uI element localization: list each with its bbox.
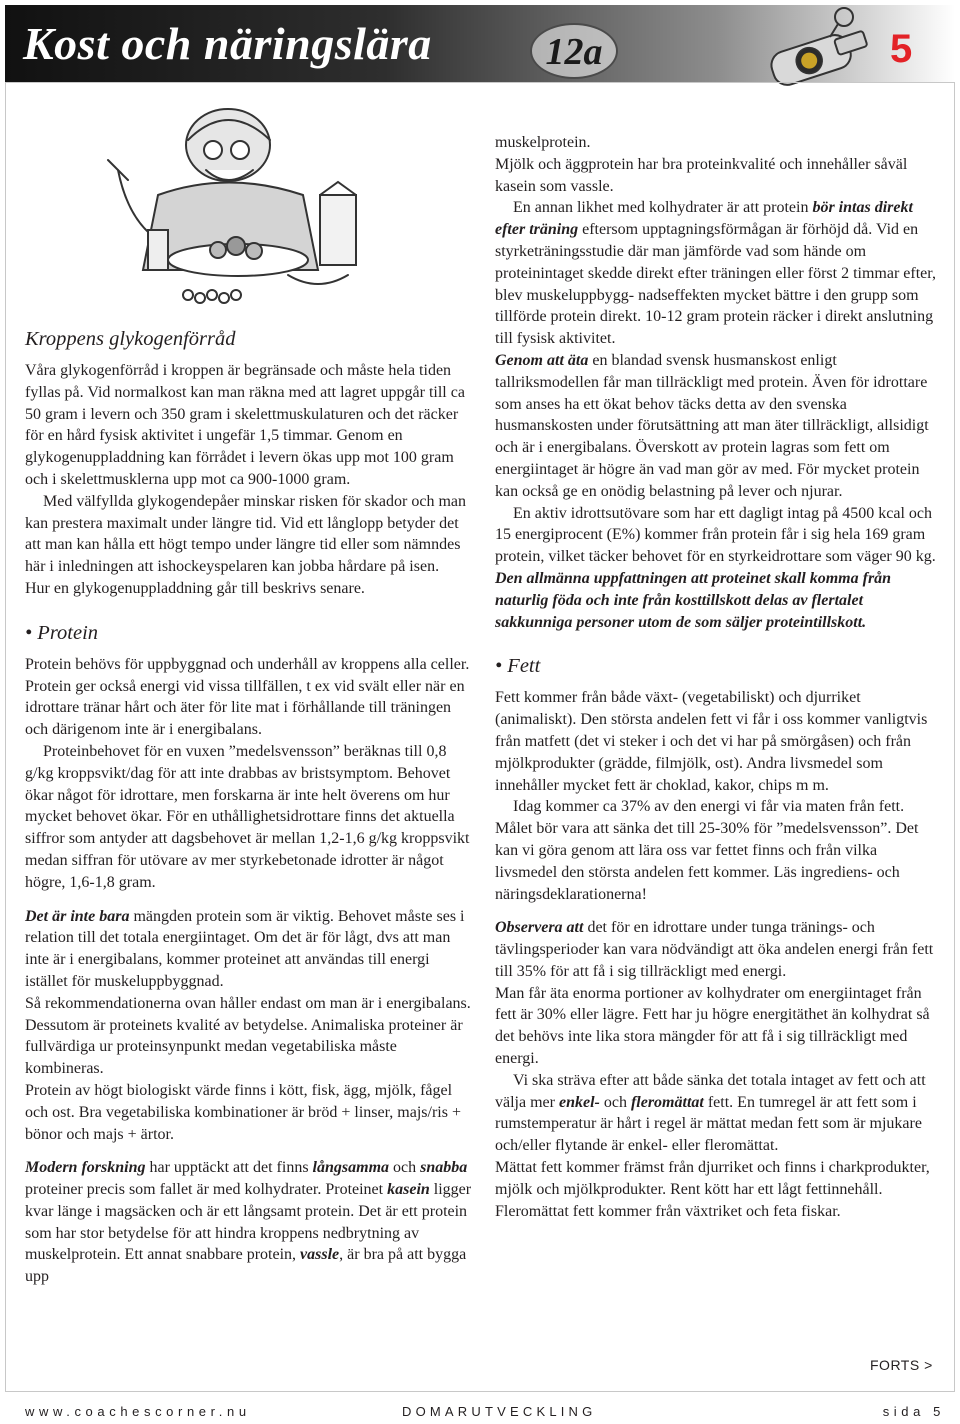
emphasis: Observera att — [495, 919, 584, 937]
paragraph-text: En annan likhet med kolhydrater är att protein — [513, 199, 813, 217]
emphasis: kasein — [387, 1181, 430, 1199]
paragraph — [25, 906, 475, 993]
left-column — [25, 326, 475, 1288]
page-header — [5, 5, 955, 83]
paragraph-text: eftersom upptagningsförmågan är förhöjd då. Vid en styrketräningsstudie där man jämförde vad som hände om proteinintaget skedde direkt efter träningen eller först 2 timmar efter, blev muskeluppbygg- nadseffekten mycket bättre i den grupp som tillförde protein direkt. 10-12 gram protein räcker i direkt anslutning till fysisk aktivitet. — [495, 221, 936, 348]
paragraph: Man får äta enorma portioner av kolhydrater om energiintaget från fett är 30% eller lägre. Fett har ju högre energitäthet än kolhydrat så det behövs inte lika stora mängder för att få i sig tillräckligt med energi. — [495, 984, 930, 1068]
page-number: 5 — [890, 27, 913, 71]
paragraph: Med välfyllda glykogendepåer minskar risken för skador och man kan prestera maximalt under längre tid. Vid ett långlopp betyder det att man kan hålla ett högt tempo under längre tid eller som nämndes här i inledningen att ishockeyspelaren kan jobba hårdare på isen. — [25, 492, 466, 576]
paragraph: Idag kommer ca 37% av den energi vi får via maten från fett. Målet bör vara att sänka det till 25-30% för ”medelsvensson”. Det kan vi göra genom att lära oss var fettet finns och från vilka livsmedel den största andelen fett kommer. Läs ingrediens- och näringsdeklarationerna! — [495, 798, 919, 903]
right-column — [495, 132, 940, 1222]
paragraph: muskelprotein. — [495, 134, 591, 151]
heading-fett: • Fett — [495, 655, 541, 678]
footer-page-label: sida 5 — [882, 1404, 945, 1419]
paragraph-text: mängden protein som är viktig. Behovet måste ses i relation till det totala energiintaget. Om det är för lågt, dvs att man inte är i energibalans, kommer proteinet att användas till energi istället för muskeluppbyggnad. — [25, 907, 465, 990]
paragraph: En aktiv idrottsutövare som har ett dagligt intag på 4500 kcal och 15 energiprocent (E%) kommer från protein får i sig hela 169 gram protein, vilket täcker behovet för en styrkeidrottare som väger 90 kg. — [495, 504, 936, 566]
paragraph-text: fett. En tumregel är att fett som i rumstemperatur är hårt i regel är mättat medan fett som är mjukare och/eller flytande är enkel- eller fleromättat. — [495, 1093, 922, 1155]
paragraph: Våra glykogenförråd i kroppen är begränsade och måste hela tiden fyllas på. Vid normalkost kan man räkna med att lagret uppgår till ca 50 gram i levern och 350 gram i skelettmuskulaturen och det räcker för en hård fysisk aktivitet i ungefär 1,5 timmar. Genom en glykogenuppladdning kan förrådet i levern ökas upp mot 100 gram och i skelettmusklerna upp mot ca 900-1000 gram. — [25, 362, 465, 488]
emphasis: enkel- — [558, 1093, 600, 1111]
paragraph-text: och — [389, 1159, 421, 1177]
paragraph: Mättat fett kommer främst från djurriket och finns i charkprodukter, mjölk och mjölkprodukter. Rent kött har ett lågt fettinnehåll. Fleromättat fett kommer från växtriket och feta fiskar. — [495, 1159, 930, 1220]
paragraph: Hur en glykogenuppladdning går till beskrivs senare. — [25, 579, 365, 597]
paragraph: Fett kommer från både växt- (vegetabiliskt) och djurriket (animaliskt). Den största andelen fett vi får i oss kommer vanligtvis från matfett (det vi steker i och det vi har på smörgåsen) och från mjölkprodukter (grädde, filmjölk, ost). Andra livsmedel som innehåller mycket fett är choklad, kakor, chips m m. — [495, 689, 928, 794]
paragraph — [495, 1070, 940, 1157]
paragraph-text: , är bra på att bygga upp — [25, 1246, 467, 1286]
paragraph-text: och — [599, 1093, 631, 1111]
heading-glycogen: Kroppens glykogenförråd — [25, 328, 236, 350]
paragraph-text: proteiner precis som fallet är med kolhydrater. Proteinet — [25, 1181, 388, 1199]
emphasis: Modern forskning — [25, 1159, 146, 1177]
emphasis: bör intas direkt efter träning — [495, 199, 913, 239]
page-footer — [25, 1404, 945, 1424]
paragraph-text: en blandad svensk husmanskost enligt tallriksmodellen får man tillräckligt med protein. Även för idrottare som anses ha ett ökat behov täcks detta av den svenska husmanskosten under förutsättning att man äter tillräckligt, allsidigt och är i energibalans. Överskott av protein lagras som fett om energiintaget är högre än vad man gör av med. För mycket protein kan också ge en onödig belastning på lever och njurar. — [495, 351, 929, 500]
paragraph: Protein av högt biologiskt värde finns i kött, fisk, ägg, mjölk, fågel och ost. Bra vegetabiliska kombinationer är bröd + linser, majs/ris + bönor och majs + ärtor. — [25, 1081, 461, 1143]
paragraph: Så rekommendationerna ovan håller endast om man är i energibalans. Dessutom är proteinets kvalité av betydelse. Animaliska proteiner är fullvärdiga ur proteinsynpunkt medan vegetabiliska måste kombineras. — [25, 994, 471, 1078]
chapter-badge: 12a — [530, 23, 618, 79]
paragraph — [495, 917, 940, 982]
paragraph — [495, 197, 940, 350]
paragraph — [25, 1157, 475, 1288]
emphasis: Det är inte bara — [25, 907, 130, 925]
paragraph-text: har upptäckt att det finns — [145, 1159, 313, 1177]
footer-section: DOMARUTVECKLING — [402, 1404, 597, 1419]
chapter-title: Kost och näringslära — [23, 18, 432, 69]
hockey-player-eating-illustration — [88, 100, 380, 315]
continue-link[interactable]: FORTS > — [870, 1357, 933, 1373]
paragraph-text: det för en idrottare under tunga tränings- och tävlingsperioder kan vara nödvändigt att öka andelen energi från fett till 35% för att få i sig tillräckligt med energi. — [495, 919, 934, 980]
footer-website-link[interactable]: www.coachescorner.nu — [25, 1404, 251, 1419]
emphasis: fleromättat — [630, 1093, 704, 1111]
paragraph: Mjölk och äggprotein har bra proteinkvalité och innehåller såväl kasein som vassle. — [495, 155, 908, 195]
emphasis: långsamma — [312, 1159, 390, 1177]
emphasis: Genom att äta — [495, 351, 589, 369]
paragraph-text: ligger kvar länge i magsäcken och är ett långsamt protein. Det är ett protein som har stor betydelse för att hindra kroppens nedbrytning av muskelprotein. Ett annat snabbare protein, — [25, 1181, 472, 1264]
paragraph-text: Vi ska sträva efter att både sänka det totala intaget av fett och att välja mer — [495, 1071, 926, 1111]
paragraph: Protein behövs för uppbyggnad och underhåll av kroppens alla celler. Protein ger också energi vid vissa tillfällen, t ex vid svält eller när en idrottare tränar hårt och äter för lite mat i förhållande till träningen och därigenom inte är i energibalans. — [25, 655, 470, 739]
heading-protein: • Protein — [25, 621, 99, 644]
paragraph-emphasis: Den allmänna uppfattningen att proteinet skall komma från naturlig föda och inte från kosttillskott delas av flertalet sakkunniga personer utom de som säljer proteintillskott. — [495, 569, 892, 631]
emphasis: vassle — [300, 1246, 340, 1264]
paragraph — [495, 350, 940, 503]
paragraph: Proteinbehovet för en vuxen ”medelsvensson” beräknas till 0,8 g/kg kroppsvikt/dag för att inte drabbas av bristsymptom. Behovet ökar något för idrottare, men forskarna är inte helt överens om hur mycket behovet ökar. För en uthållighetsidrottare finns det aktuella siffror som antyder att dagsbehovet är mellan 1,2-1,6 g/kg kroppsvikt medan siffran för utövare av mer styrkebetonade idrotter är något högre, 1,6-1,8 gram. — [25, 742, 470, 891]
emphasis: snabba — [420, 1159, 468, 1177]
